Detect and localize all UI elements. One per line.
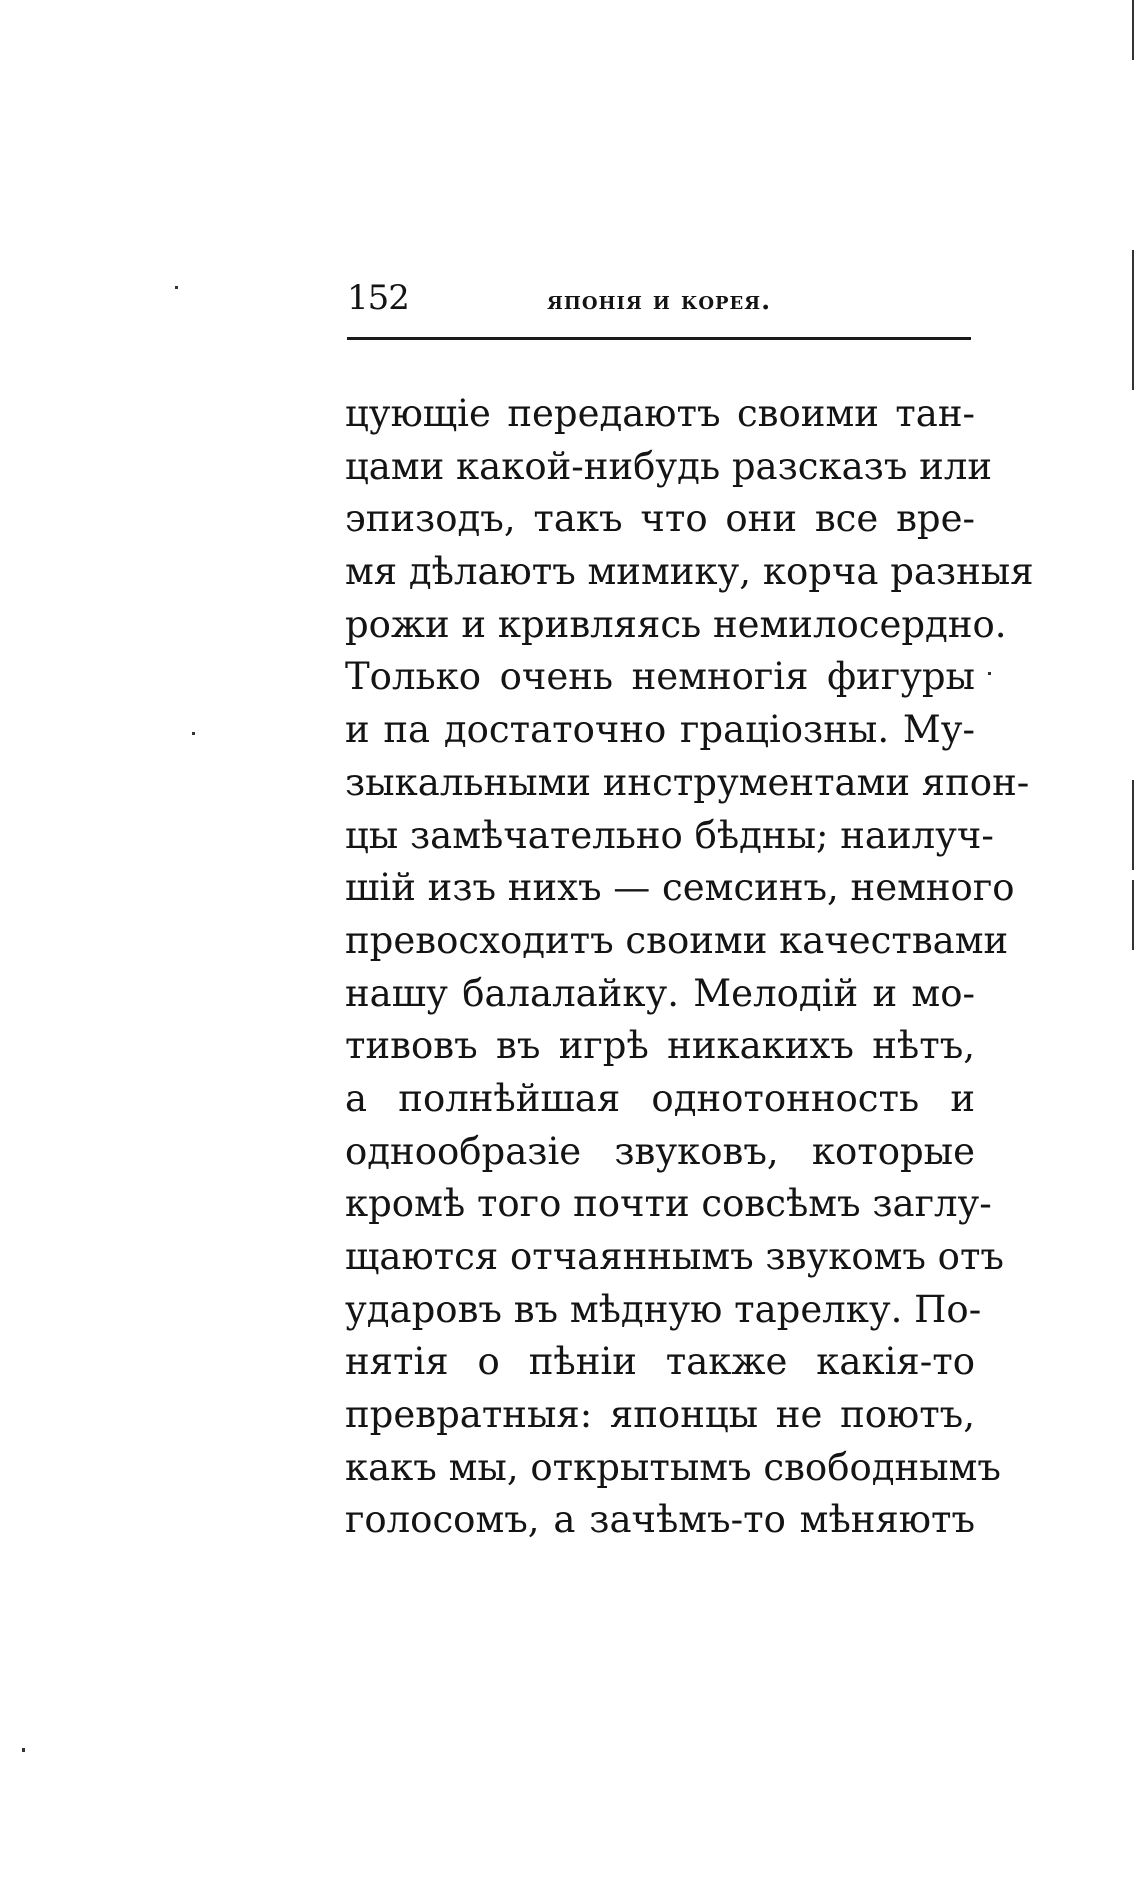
text-line: и па достаточно граціозны. Му-	[345, 708, 975, 752]
text-line: цы замѣчательно бѣдны; наилуч-	[345, 813, 994, 857]
text-line: какъ мы, открытымъ свободнымъ	[345, 1445, 1001, 1489]
header-rule	[347, 337, 971, 340]
text-line: однообразіе звуковъ, которые	[345, 1129, 975, 1173]
text-line: эпизодъ, такъ что они все вре-	[345, 497, 975, 541]
text-line: цами какой-нибудь разсказъ или	[345, 444, 992, 488]
text-line: нятія о пѣніи также какія-то	[345, 1340, 975, 1384]
scan-edge-mark	[1132, 880, 1134, 950]
text-line: мя дѣлаютъ мимику, корча разныя	[345, 550, 1034, 594]
scan-speck	[22, 1748, 25, 1752]
text-line: ударовъ въ мѣдную тарелку. По-	[345, 1287, 982, 1331]
scan-speck	[175, 286, 178, 289]
text-line: цующіе передаютъ своими тан-	[345, 392, 975, 435]
text-line: превратныя: японцы не поютъ,	[345, 1393, 975, 1437]
scan-edge-mark	[1132, 0, 1134, 60]
text-line: кромѣ того почти совсѣмъ заглу-	[345, 1182, 992, 1226]
text-line: Только очень немногія фигуры	[345, 655, 975, 699]
text-line: шій изъ нихъ — семсинъ, немного	[345, 866, 1015, 910]
scan-speck	[988, 672, 991, 675]
text-line: щаются отчаяннымъ звукомъ отъ	[345, 1235, 1004, 1278]
page-header	[347, 278, 971, 328]
running-title: японія и корея.	[547, 286, 772, 316]
text-line: превосходитъ своими качествами	[345, 918, 1009, 962]
text-line: а полнѣйшая однотонность и	[345, 1076, 975, 1120]
page-number: 152	[347, 278, 409, 318]
text-line: нашу балалайку. Мелодій и мо-	[345, 971, 975, 1015]
text-line: зыкальными инструментами япон-	[345, 760, 1030, 804]
scan-speck	[192, 732, 195, 735]
scan-edge-mark	[1132, 250, 1134, 390]
text-line: тивовъ въ игрѣ никакихъ нѣтъ,	[345, 1024, 975, 1068]
text-line: рожи и кривляясь немилосердно.	[345, 602, 1007, 646]
body-text	[345, 388, 1034, 1547]
text-line: голосомъ, а зачѣмъ-то мѣняютъ	[345, 1498, 975, 1542]
scan-edge-mark	[1132, 780, 1134, 870]
